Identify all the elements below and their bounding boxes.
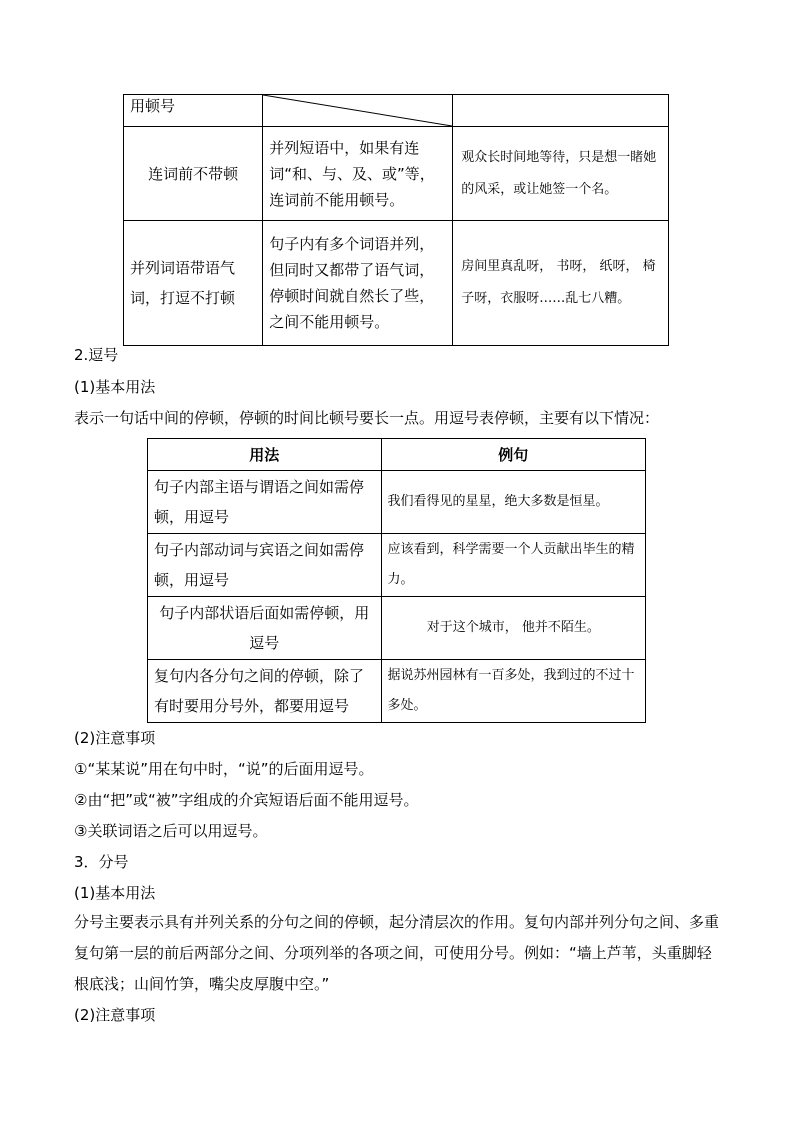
section-title-douhao: 2.逗号 <box>74 346 119 364</box>
diagonal-line <box>263 95 452 126</box>
empty-header-cell <box>453 95 669 127</box>
note-item: ①“某某说”用在句中时，“说”的后面用逗号。 <box>74 760 374 778</box>
subheading-basic-usage: (1)基本用法 <box>74 378 156 396</box>
example-cell: 对于这个城市， 他并不陌生。 <box>381 597 645 660</box>
example-cell: 我们看得见的星星，绝大多数是恒星。 <box>381 471 645 534</box>
column-header-example: 例句 <box>381 439 645 471</box>
table-case-cell: 并列词语带语气词，打逗不打顿 <box>124 221 263 346</box>
usage-cell: 句子内部主语与谓语之间如需停顿，用逗号 <box>148 471 382 534</box>
usage-cell: 句子内部状语后面如需停顿，用逗号 <box>148 597 382 660</box>
table-explain-cell: 句子内有多个词语并列，但同时又都带了语气词，停顿时间就自然长了些，之间不能用顿号。 <box>263 221 453 346</box>
usage-cell: 复句内各分句之间的停顿，除了有时要用分号外，都要用逗号 <box>148 660 382 723</box>
intro-text: 表示一句话中间的停顿，停顿的时间比顿号要长一点。用逗号表停顿，主要有以下情况： <box>74 409 660 427</box>
body-paragraph: 分号主要表示具有并列关系的分句之间的停顿，起分清层次的作用。复句内部并列分句之间、多重复句第一层的前后两部分之间、分项列举的各项之间，可使用分号。例如：“墙上芦苇，头重脚轻根底浅；山间竹笋，嘴尖皮厚腹中空。” <box>74 913 720 993</box>
note-item: ②由“把”或“被”字组成的介宾短语后面不能用逗号。 <box>74 791 419 809</box>
example-cell: 据说苏州园林有一百多处，我到过的不过十多处。 <box>381 660 645 723</box>
table-header-label: 用顿号 <box>124 95 263 127</box>
column-header-usage: 用法 <box>148 439 382 471</box>
subheading-basic-usage: (1)基本用法 <box>74 884 156 902</box>
table-example-cell: 房间里真乱呀， 书呀， 纸呀， 椅子呀，衣服呀……乱七八糟。 <box>453 221 669 346</box>
subheading-notes: (2)注意事项 <box>74 1006 156 1024</box>
usage-cell: 句子内部动词与宾语之间如需停顿，用逗号 <box>148 534 382 597</box>
section-title-fenhao: 3．分号 <box>74 853 129 871</box>
diagonal-header-cell <box>263 95 453 127</box>
table-example-cell: 观众长时间地等待，只是想一睹她的风采，或让她签一个名。 <box>453 127 669 221</box>
table-case-cell: 连词前不带顿 <box>124 127 263 221</box>
table-explain-cell: 并列短语中，如果有连词“和、与、及、或”等，连词前不能用顿号。 <box>263 127 453 221</box>
note-item: ③关联词语之后可以用逗号。 <box>74 822 268 840</box>
example-cell: 应该看到，科学需要一个人贡献出毕生的精力。 <box>381 534 645 597</box>
douhao-table <box>147 438 646 723</box>
dunhao-table <box>123 94 669 346</box>
subheading-notes: (2)注意事项 <box>74 729 156 747</box>
